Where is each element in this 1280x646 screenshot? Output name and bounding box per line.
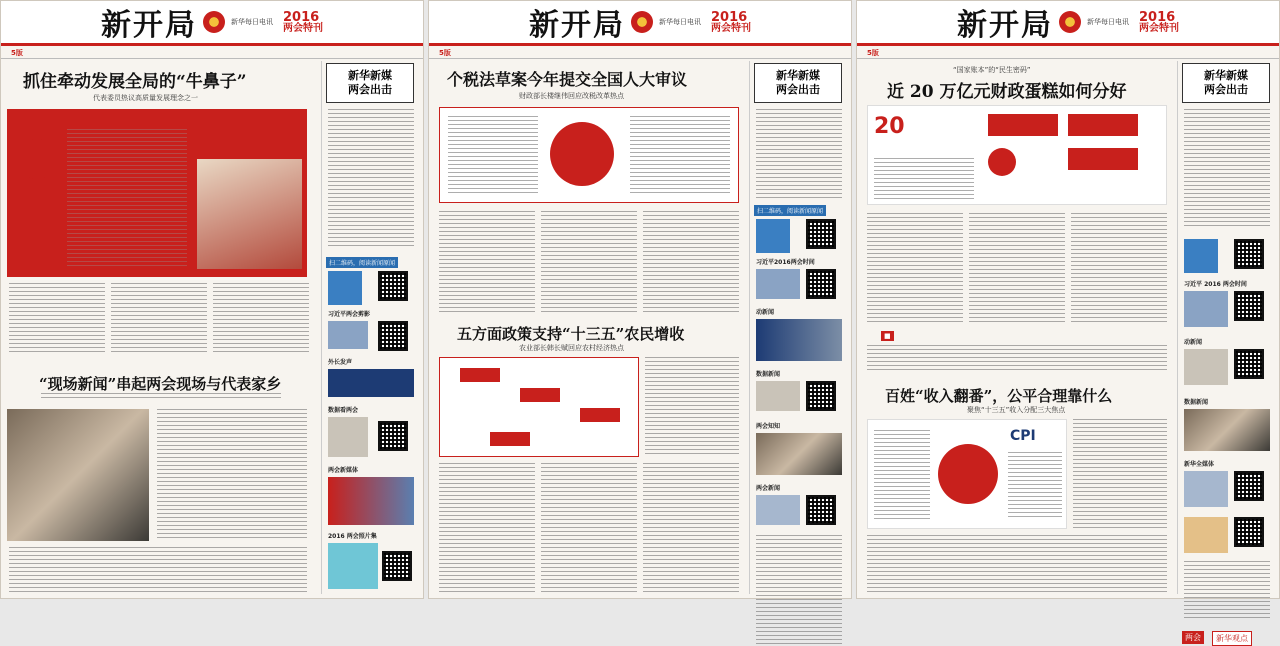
article-column-3	[1071, 213, 1167, 323]
newspaper-page-2	[428, 0, 852, 599]
xinhua-logo	[756, 219, 790, 253]
chart-box-1	[460, 368, 500, 382]
masthead-title: 新开局	[957, 8, 1053, 43]
diagram-left-text	[448, 116, 538, 196]
income-diagram	[867, 419, 1067, 529]
masthead-year-block	[1139, 11, 1179, 34]
sidebar-text	[756, 109, 842, 199]
qr-code-icon[interactable]	[806, 381, 836, 411]
qr-code-icon[interactable]	[378, 421, 408, 451]
masthead-rule	[429, 43, 851, 46]
sidebar-text	[1184, 109, 1270, 229]
sidebar	[1177, 61, 1275, 643]
masthead-year-block	[711, 11, 751, 34]
qr-code-icon[interactable]	[382, 551, 412, 581]
big-number-box: 20	[870, 108, 966, 156]
diagram-hub-icon	[550, 122, 614, 186]
sidebar-caption-5: 两会新闻	[756, 485, 781, 492]
qr-code-icon[interactable]	[1234, 471, 1264, 501]
masthead-year: 2016	[283, 9, 320, 25]
sidebar	[321, 61, 419, 594]
qr-code-icon[interactable]	[1234, 517, 1264, 547]
article-side-column	[645, 357, 739, 457]
sidebar-thumb-3[interactable]	[1184, 471, 1228, 507]
sidebar-scan-tag: 扫二维码，阅读新闻原闻	[326, 257, 398, 268]
sidebar-thumb-2[interactable]	[756, 381, 800, 411]
income-right-text	[1008, 452, 1062, 520]
dateline	[1, 47, 423, 59]
sidebar-caption-4: 两会新媒体	[328, 467, 359, 474]
second-subhead: 农业部长韩长赋回应农村经济热点	[519, 344, 624, 352]
qr-code-icon[interactable]	[378, 321, 408, 351]
masthead	[1, 1, 423, 43]
section-tag-lianghui: 两会	[1182, 631, 1204, 644]
sidebar-text-lower	[756, 535, 842, 645]
second-headline: “现场新闻”串起两会现场与代表家乡	[39, 375, 282, 393]
sidebar-caption-2: 动新闻	[756, 309, 775, 316]
page-number: 5版	[439, 48, 451, 57]
reporter-photo	[7, 409, 149, 541]
sidebar-thumb-1[interactable]	[756, 269, 800, 299]
sidebar-caption-1: 习近平2016两会时间	[756, 259, 815, 266]
sidebar-photo[interactable]	[1184, 409, 1270, 451]
dateline	[857, 47, 1279, 59]
budget-icon	[988, 148, 1016, 176]
masthead-special: 两会特刊	[711, 22, 751, 34]
sidebar-caption-1: 习近平 2016 两会时间	[1184, 281, 1247, 288]
masthead-agency: 新华每日电讯	[659, 18, 701, 26]
budget-list	[874, 158, 974, 202]
national-emblem-icon	[1059, 11, 1081, 33]
budget-tag-1	[988, 114, 1058, 136]
masthead-rule	[857, 43, 1279, 46]
infographic-illustration	[197, 159, 302, 269]
article-continuation	[867, 345, 1167, 373]
second-subhead: 聚焦“十三五”收入分配三大焦点	[967, 406, 1066, 414]
sidebar-thumb-4[interactable]	[328, 543, 378, 589]
sidebar-thumb-4[interactable]	[1184, 517, 1228, 553]
sidebar-caption-4: 两会知知	[756, 423, 781, 430]
main-headline: 近 20 万亿元财政蛋糕如何分好	[887, 82, 1127, 102]
budget-infographic	[867, 105, 1167, 205]
sidebar-caption-3: 数据新闻	[1184, 399, 1209, 406]
article-body-lower	[9, 547, 307, 595]
sidebar-thumb-2[interactable]	[1184, 349, 1228, 385]
masthead-year: 2016	[1139, 9, 1176, 25]
sidebar-caption-2: 外长发声	[328, 359, 353, 366]
masthead-special: 两会特刊	[1139, 22, 1179, 34]
chart-box-2	[520, 388, 560, 402]
qr-code-icon[interactable]	[806, 269, 836, 299]
qr-code-icon[interactable]	[378, 271, 408, 301]
sidebar-text-lower	[1184, 561, 1270, 621]
section-tag-xinhua-view: 新华观点	[1212, 631, 1252, 646]
newspaper-page-1	[0, 0, 424, 599]
masthead-year: 2016	[711, 9, 748, 25]
infographic-panel	[7, 109, 307, 277]
newspaper-page-3	[856, 0, 1280, 643]
second-headline: 五方面政策支持“十三五”农民增收	[457, 325, 685, 343]
masthead	[429, 1, 851, 43]
main-subhead: 财政部长楼继伟回应改税改革热点	[519, 92, 624, 100]
sidebar-text	[328, 109, 414, 249]
qr-code-icon[interactable]	[1234, 349, 1264, 379]
sidebar-thumb-1[interactable]	[1184, 291, 1228, 327]
qr-code-icon[interactable]	[806, 495, 836, 525]
sidebar-caption-3: 数据看两会	[328, 407, 359, 414]
budget-tag-2	[1068, 114, 1138, 136]
qr-code-icon[interactable]	[1234, 291, 1264, 321]
policy-diagram	[439, 107, 739, 203]
masthead-title: 新开局	[101, 8, 197, 43]
chart-box-3	[580, 408, 620, 422]
infographic-hub-icon	[17, 139, 57, 179]
sidebar-photo-1[interactable]	[756, 319, 842, 361]
main-kicker: “国家账本”的“民生密码”	[953, 66, 1031, 74]
main-headline: 个税法草案今年提交全国人大审议	[447, 70, 688, 89]
sidebar-thumb-3[interactable]	[328, 417, 368, 457]
article-column-2	[111, 283, 207, 355]
income-hub-icon	[938, 444, 998, 504]
national-emblem-icon	[631, 11, 653, 33]
article-side-column	[1073, 419, 1167, 529]
income-left-text	[874, 430, 930, 520]
masthead-agency: 新华每日电讯	[231, 18, 273, 26]
sidebar-thumb-3[interactable]	[756, 495, 800, 525]
masthead-agency: 新华每日电讯	[1087, 18, 1129, 26]
second-subhead	[41, 393, 281, 401]
masthead	[857, 1, 1279, 43]
section-tag: ■	[881, 331, 894, 341]
sidebar-photo-2[interactable]	[756, 433, 842, 475]
sidebar	[749, 61, 847, 594]
masthead-title: 新开局	[529, 8, 625, 43]
infographic-text	[67, 129, 187, 269]
diagram-right-text	[630, 116, 730, 196]
masthead-rule	[1, 43, 423, 46]
sidebar-caption-2: 动新闻	[1184, 339, 1203, 346]
xinhua-logo	[328, 271, 362, 305]
policy-chart	[439, 357, 639, 457]
xinhua-logo	[1184, 239, 1218, 273]
sidebar-scan-tag: 扫二维码，阅读新闻原闻	[754, 205, 826, 216]
article-body-lower	[867, 535, 1167, 595]
second-headline: 百姓“收入翻番”，公平合理靠什么	[885, 387, 1113, 405]
article-column-4	[439, 463, 535, 593]
article-column-1	[867, 213, 963, 323]
article-column-5	[541, 463, 637, 593]
sidebar-title-box: 新华新媒 两会出击	[754, 63, 842, 103]
article-column-3	[643, 211, 739, 313]
page-number: 5版	[867, 48, 879, 57]
qr-code-icon[interactable]	[806, 219, 836, 249]
article-column-1	[9, 283, 105, 355]
masthead-year-block	[283, 11, 323, 34]
article-column-1	[439, 211, 535, 313]
qr-code-icon[interactable]	[1234, 239, 1264, 269]
article-column-2	[969, 213, 1065, 323]
sidebar-photo[interactable]	[328, 477, 414, 525]
article-column-3	[213, 283, 309, 355]
sidebar-caption-1: 习近平两会剪影	[328, 311, 371, 318]
chart-box-4	[490, 432, 530, 446]
cpi-label: CPI	[1010, 428, 1036, 444]
sidebar-caption-4: 新华全媒体	[1184, 461, 1215, 468]
sidebar-thumb-2[interactable]	[328, 369, 414, 397]
budget-tag-3	[1068, 148, 1138, 170]
dateline	[429, 47, 851, 59]
main-subhead: 代表委员热议高质量发展理念之一	[93, 94, 198, 102]
masthead-special: 两会特刊	[283, 22, 323, 34]
sidebar-thumb-1[interactable]	[328, 321, 368, 349]
sidebar-caption-3: 数据新闻	[756, 371, 781, 378]
sidebar-title-box: 新华新媒 两会出击	[1182, 63, 1270, 103]
sidebar-caption-5: 2016 两会照片集	[328, 533, 377, 540]
page-number: 5版	[11, 48, 23, 57]
article-column-6	[643, 463, 739, 593]
article-body	[157, 409, 307, 541]
main-headline: 抓住牵动发展全局的“牛鼻子”	[23, 72, 247, 92]
sidebar-title-box: 新华新媒 两会出击	[326, 63, 414, 103]
national-emblem-icon	[203, 11, 225, 33]
article-column-2	[541, 211, 637, 313]
